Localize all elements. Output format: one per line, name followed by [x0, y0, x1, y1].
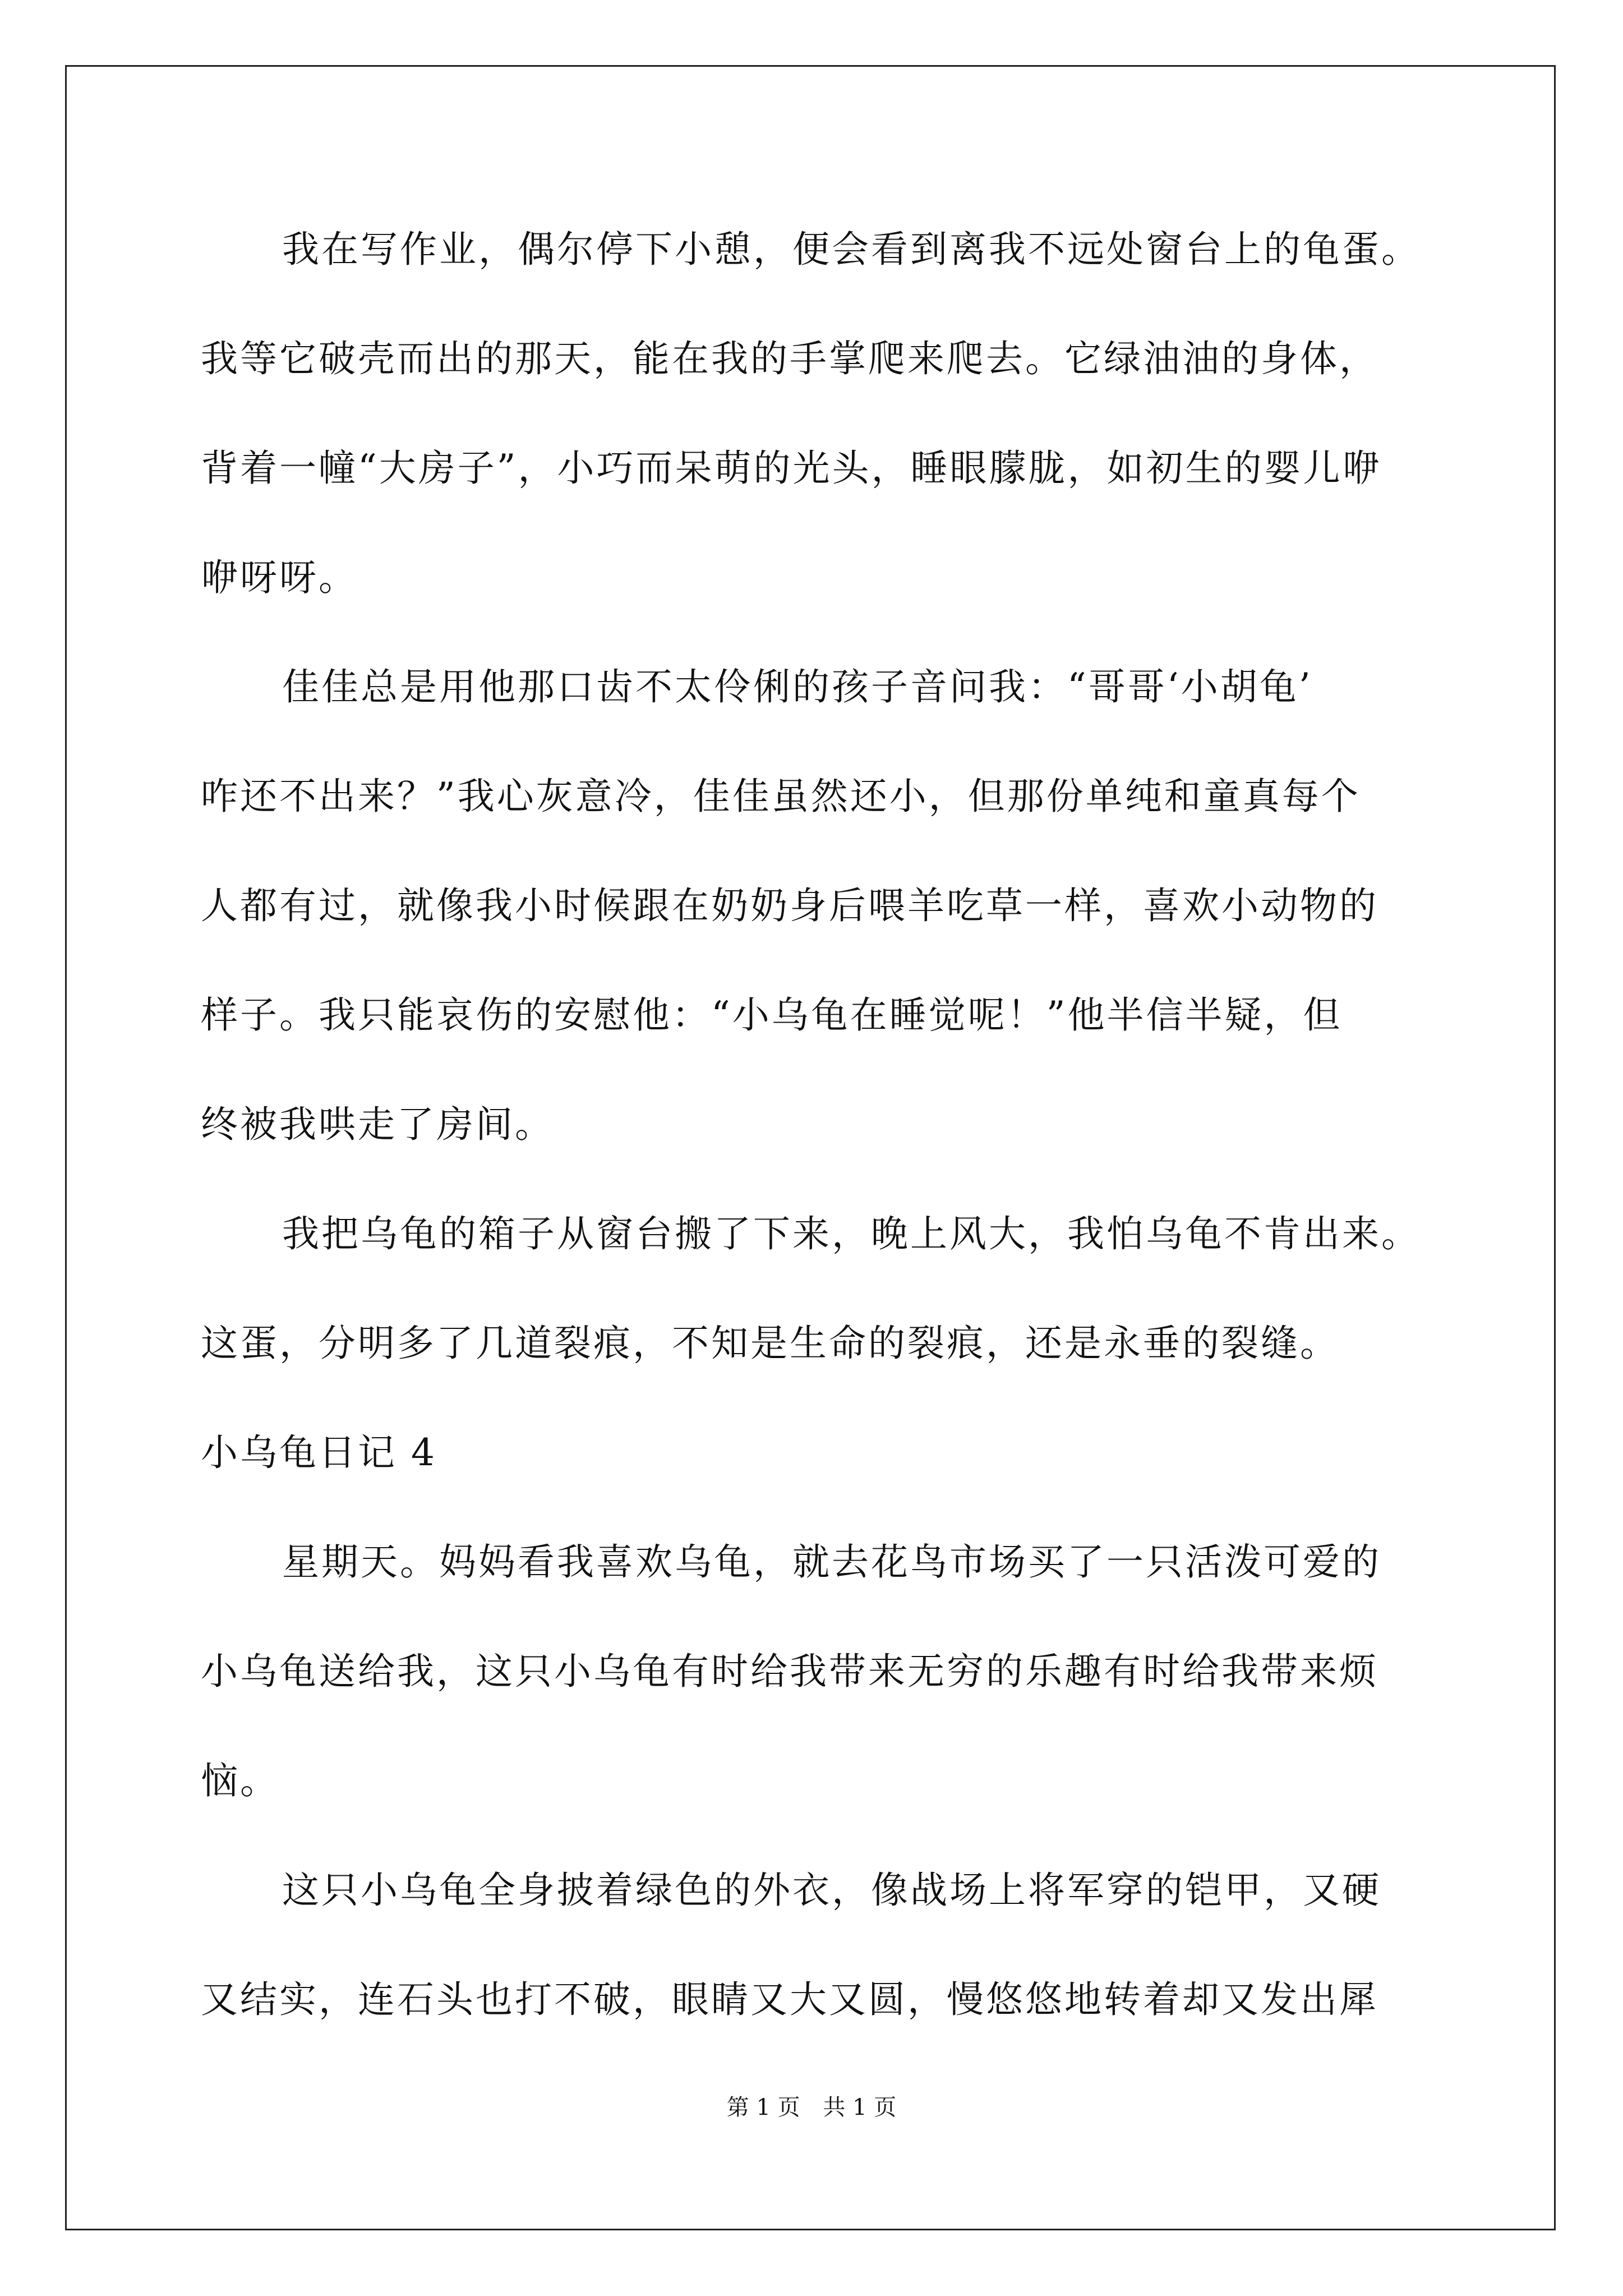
- section-heading: 小乌龟日记 4: [201, 1431, 437, 1474]
- body-text-line: 人都有过，就像我小时候跟在奶奶身后喂羊吃草一样，喜欢小动物的: [201, 884, 1378, 927]
- body-text-line: 又结实，连石头也打不破，眼睛又大又圆，慢悠悠地转着却又发出犀: [201, 1978, 1378, 2021]
- body-text-line: 我把乌龟的箱子从窗台搬了下来，晚上风大，我怕乌龟不肯出来。: [282, 1212, 1421, 1255]
- body-text-line: 星期天。妈妈看我喜欢乌龟，就去花鸟市场买了一只活泼可爱的: [282, 1540, 1381, 1584]
- body-text-line: 终被我哄走了房间。: [201, 1103, 554, 1146]
- page-number: 第 1 页: [726, 2095, 800, 2120]
- body-text-line: 样子。我只能哀伤的安慰他：“小乌龟在睡觉呢！”他半信半疑，但: [201, 993, 1343, 1037]
- body-text-line: 咿呀呀。: [201, 556, 358, 599]
- body-text-line: 佳佳总是用他那口齿不太伶俐的孩子音问我：“哥哥‘小胡龟’: [282, 665, 1313, 708]
- body-text-line: 背着一幢“大房子”，小巧而呆萌的光头，睡眼朦胧，如初生的婴儿咿: [201, 447, 1382, 490]
- body-text-line: 咋还不出来？”我心灰意冷，佳佳虽然还小，但那份单纯和童真每个: [201, 775, 1361, 818]
- page-footer: [0, 2093, 1623, 2122]
- page-total: 共 1 页: [823, 2095, 897, 2120]
- body-text-line: 恼。: [201, 1759, 279, 1802]
- body-text-line: 小乌龟送给我，这只小乌龟有时给我带来无穷的乐趣有时给我带来烦: [201, 1650, 1378, 1693]
- body-text-line: 这只小乌龟全身披着绿色的外衣，像战场上将军穿的铠甲，又硬: [282, 1869, 1381, 1912]
- body-text-line: 我在写作业，偶尔停下小憩，便会看到离我不远处窗台上的龟蛋。: [282, 228, 1421, 271]
- body-text-line: 这蛋，分明多了几道裂痕，不知是生命的裂痕，还是永垂的裂缝。: [201, 1322, 1339, 1365]
- body-text-line: 我等它破壳而出的那天，能在我的手掌爬来爬去。它绿油油的身体，: [201, 337, 1378, 380]
